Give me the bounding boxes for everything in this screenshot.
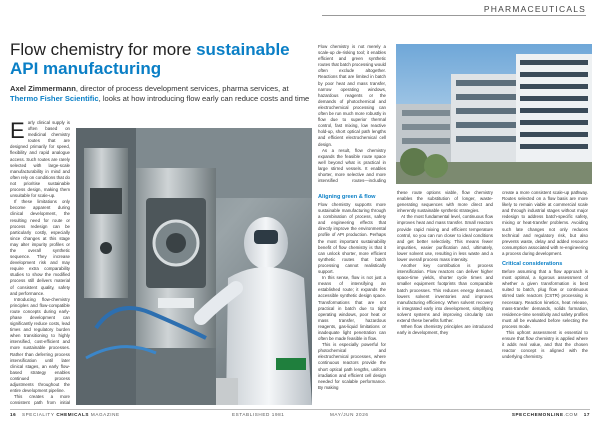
subheading-critical: Critical considerations <box>502 261 563 268</box>
facility-photo-image <box>396 44 592 184</box>
company-name: Thermo Fisher Scientific <box>10 94 99 103</box>
paragraph: In this sense, flow is not just a means of intensifying an established route; it expands the accessible synthetic design space. Transformations that are not practical in batch due to tight operating windows, poor heat or mass transfer, hazardous reagents, gas-liquid limitations or inadequate light penetration can often be made feasible in flow. <box>318 275 386 342</box>
top-rule <box>322 15 586 16</box>
footer-right <box>512 412 590 417</box>
issue-date: MAY/JUN 2026 <box>330 412 369 417</box>
headline-plain: Flow chemistry for more <box>10 40 197 59</box>
established-label: ESTABLISHED 1981 <box>232 412 285 417</box>
headline-bold: sustainable API manufacturing <box>10 40 290 78</box>
paragraph: Flow chemistry is not merely a scale-up de-risking tool; it enables efficient and green synthetic routes that batch processing would often exclude altogether. Reactions that are limited in batch by poor heat and mass transfer, narrow operating windows, hazardous reagents or the demands of photochemical and electrochemical processing can often be run much more robustly in flow due to superior thermal control, fast mixing, low reactive hold-up, short optical path lengths and efficient electrochemical cell design. <box>318 44 386 147</box>
drop-cap: E <box>10 120 25 143</box>
magazine-name-b: CHEMICALS <box>56 412 90 417</box>
page-number-right: 17 <box>583 412 590 417</box>
body-column-4 <box>397 190 493 405</box>
lab-photo <box>76 128 312 405</box>
paragraph: Flow chemistry supports more sustainable manufacturing through a combination of process, safety and engineering effects that directly improve the environmental profile of API production. Perhaps the most important sustainability benefit of flow chemistry is that it can unlock shorter, more efficient synthetic routes that batch processing cannot realistically support. <box>318 202 386 275</box>
standfirst <box>10 84 310 104</box>
paragraph: If these limitations only become apparent during clinical development, the resulting need for route or process redesign can be particularly costly, especially since changes at this stage may alter impurity profiles or the overall synthetic sequence. They increase development risk and may require extra comparability studies to show the modified process still delivers material of consistent quality, safety and performance. <box>10 199 70 296</box>
standfirst-rest: , looks at how introducing flow early can reduce costs and time <box>98 94 310 103</box>
body-column-5 <box>502 190 588 405</box>
website-a[interactable]: SPECCHEMONLINE <box>511 412 564 417</box>
paragraph: This creates a more consistent path from initial <box>10 394 70 405</box>
body-column-3 <box>318 190 386 405</box>
paragraph <box>10 120 70 199</box>
section-tag: PHARMACEUTICALS <box>483 4 586 14</box>
facility-photo <box>396 44 592 184</box>
page-number-left: 16 <box>10 412 17 417</box>
author-name: Axel Zimmermann <box>10 84 76 93</box>
paragraph: At the most fundamental level, continuous flow improves heat and mass transfer. Small reactors provide rapid mixing and efficient temperature control, so you can run closer to ideal conditions and get better selectivity. This means fewer impurities, easier purification and, ultimately, lower solvent use, resulting in less waste and a lower overall process mass intensity. <box>397 214 493 263</box>
paragraph-text: arly clinical supply is often based on medicinal chemistry routes that are designed primarily for speed, flexibility and rapid analogue access. Such routes are rarely selected with large-scale manufacturability in mind and often rely on conditions that do not prioritise sustainable process design, making them unsuitable for scale-up. <box>10 120 70 199</box>
paragraph: When flow chemistry principles are introduced early in development, they <box>397 324 493 336</box>
body-column-1 <box>10 120 70 405</box>
paragraph: these route options viable, flow chemistry enables the substitution of longer, waste-generating sequences with more direct and inherently sustainable synthetic strategies. <box>397 190 493 214</box>
footer-left <box>10 412 120 417</box>
paragraph: This is especially powerful for photochemical and electrochemical processes, where continuous reactors provide the short optical path lengths, uniform irradiation and efficient cell design needed for scalable performance. By making <box>318 342 386 390</box>
subheading-aligning: Aligning green & flow <box>318 194 376 200</box>
magazine-name-a: SPECIALITY <box>21 412 57 417</box>
magazine-name-c: MAGAZINE <box>89 412 120 417</box>
lab-photo-image <box>76 128 312 405</box>
paragraph: create a more consistent scale-up pathway. Routes selected on a flow basis are more likely to remain viable at commercial scale and through industrial stages without major redesign to address batch-specific safety, mixing or heat-transfer problems. Avoiding such late changes not only reduces technical and regulatory risk, but also prevents waste, delay and added resource consumption associated with re-engineering a process during development. <box>502 190 588 256</box>
body-column-2 <box>318 44 386 184</box>
paragraph: Before assuming that a flow approach is most optimal, a rigorous assessment of whether a given transformation is best suited to batch, plug flow or continuous stirred tank reactors (CSTR) processing is necessary. Reaction kinetics, heat release, mass-transfer demands, solids formation, residence-time sensitivity and safety profiles must all be evaluated before selecting the process mode. <box>502 269 588 329</box>
headline <box>10 40 310 78</box>
website-b[interactable]: .COM <box>563 412 579 417</box>
footer-rule <box>10 409 590 410</box>
paragraph: Another key contribution is process intensification. Flow reactors can deliver higher space-time yields, shorter cycle times and smaller equipment footprints than comparable batch processes. This reduces energy demand, lowers solvent inventories and improves manufacturing efficiency. When solvent recovery is integrated early into development, simplifying solvent systems and improving circularity can extend these benefits further. <box>397 263 493 323</box>
author-role: , director of process development services, pharma services, at <box>75 84 289 93</box>
paragraph: Introducing flow-chemistry principles and flow-compatible route concepts during early-phase development can significantly reduce costs, lead times and regulatory burden when transitioning to highly intensified, cost-efficient and more sustainable processes. Rather than deferring process intensification until later clinical stages, an early flow-based strategy enables continued process adjustments throughout the entire development pipeline. <box>10 296 70 394</box>
paragraph: This upfront assessment is essential to ensure that flow chemistry is applied where it adds real value, and that the chosen reactor concept is aligned with the underlying chemistry. <box>502 329 588 360</box>
paragraph: As a result, flow chemistry expands the feasible route space well beyond what is practical in large stirred vessels. It enables shorter, more selective and more intensified routes—including <box>318 147 386 184</box>
